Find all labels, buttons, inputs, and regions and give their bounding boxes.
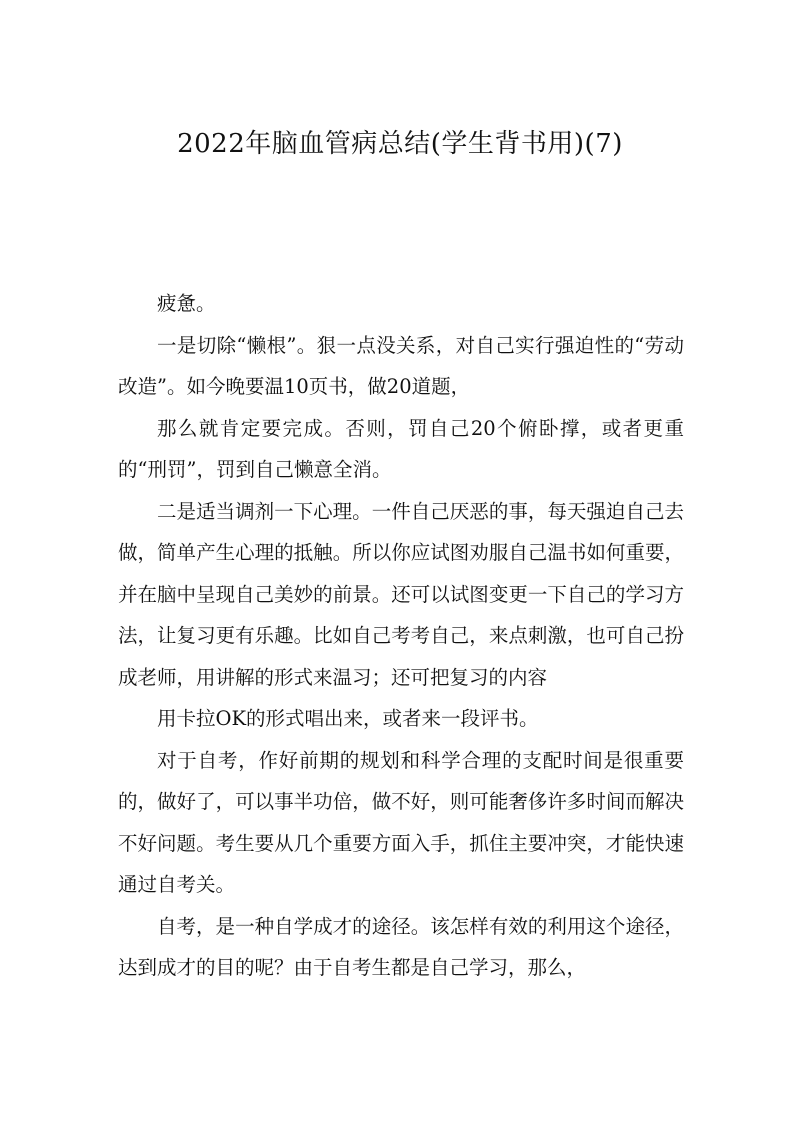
paragraph: 那么就肯定要完成。否则，罚自己20个俯卧撑，或者更重的“刑罚”，罚到自己懒意全消。 [118, 416, 684, 481]
paragraph: 一是切除“懒根”。狠一点没关系，对自己实行强迫性的“劳动改造”。如今晚要温10页书，做20道题， [118, 333, 684, 398]
document-title: 2022年脑血管病总结(学生背书用)(7) [177, 129, 623, 159]
paragraph: 用卡拉OK的形式唱出来，或者来一段评书。 [157, 707, 539, 730]
document-body [118, 283, 684, 989]
paragraph: 自考，是一种自学成才的途径。该怎样有效的利用这个途径，达到成才的目的呢？由于自考生都是自己学习，那么， [118, 914, 684, 979]
paragraph: 对于自考，作好前期的规划和科学合理的支配时间是很重要的，做好了，可以事半功倍，做不好，则可能奢侈许多时间而解决不好问题。考生要从几个重要方面入手，抓住主要冲突，才能快速通过自考关。 [118, 748, 684, 896]
paragraph: 二是适当调剂一下心理。一件自己厌恶的事，每天强迫自己去做，简单产生心理的抵触。所以你应试图劝服自己温书如何重要，并在脑中呈现自己美妙的前景。还可以试图变更一下自己的学习方法，让复习更有乐趣。比如自己考考自己，来点刺激，也可自己扮成老师，用讲解的形式来温习；还可把复习的内容 [118, 499, 684, 689]
paragraph: 疲惫。 [157, 292, 216, 315]
